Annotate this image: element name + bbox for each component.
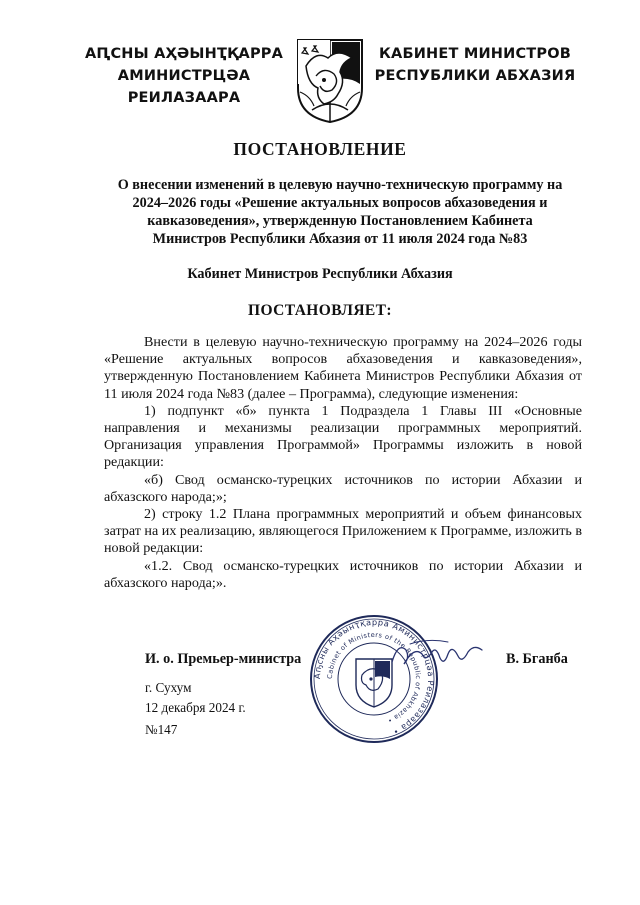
document-body xyxy=(104,334,582,592)
signatory-position: И. о. Премьер-министра xyxy=(145,651,302,667)
header-right-russian xyxy=(370,43,580,87)
body-paragraph: 2) строку 1.2 Плана программных мероприятий и объем финансовых затрат на их реализацию, являющегося Приложением к Программе, изложить в новой редакции: xyxy=(104,506,582,557)
decree-word: ПОСТАНОВЛЯЕТ: xyxy=(248,302,392,319)
issuer-line: Кабинет Министров Республики Абхазия xyxy=(187,266,453,282)
body-paragraph: «б) Свод османско-турецких источников по истории Абхазии и абхазского народа;»; xyxy=(104,471,582,505)
abkhazia-coat-of-arms-icon xyxy=(294,36,366,124)
issue-date: 12 декабря 2024 г. xyxy=(145,700,246,715)
document-number: №147 xyxy=(145,722,178,737)
header-left-line2: АМИНИСТРЦӘА РЕИЛАЗААРА xyxy=(117,68,251,106)
body-paragraph: 1) подпункт «б» пункта 1 Подраздела 1 Главы III «Основные направления и механизмы реализации программных мероприятий. Организация управления Программой» Программы изложить в новой редакции: xyxy=(104,402,582,471)
signatory-name: В. Бганба xyxy=(506,651,568,667)
svg-text:Cabinet of Ministers of the Re: Cabinet of Ministers of the Republic of Abkhazia • xyxy=(325,630,423,725)
header-left-line1: АԤСНЫ АҲӘЫНҬҚАРРА xyxy=(84,46,284,62)
header-right-line1: КАБИНЕТ МИНИСТРОВ xyxy=(378,46,571,62)
svg-text:Аҧсны Аҳәынҭқарра Аминистрцәа: Аҧсны Аҳәынҭқарра Аминистрцәа Реилазаара • xyxy=(311,616,437,738)
official-round-seal-icon xyxy=(308,613,440,745)
document-title: ПОСТАНОВЛЕНИЕ xyxy=(233,139,407,159)
issue-city: г. Сухум xyxy=(145,680,192,695)
header-right-line2: РЕСПУБЛИКИ АБХАЗИЯ xyxy=(374,68,576,84)
document-subject: О внесении изменений в целевую научно-техническую программу на 2024–2026 годы «Решение актуальных вопросов абхазоведения и кавказоведения», утвержденную Постановлением Кабинета Министров Республики Абхазия от 11 июля 2024 года №83 xyxy=(117,177,563,247)
body-paragraph: Внести в целевую научно-техническую программу на 2024–2026 годы «Решение актуальных вопросов абхазоведения и кавказоведения», утвержденную Постановлением Кабинета Министров Республики Абхазия от 11 июля 2024 года №83 (далее – Программа), следующие изменения: xyxy=(104,334,582,402)
handwritten-signature-icon xyxy=(388,636,486,672)
body-paragraph: «1.2. Свод османско-турецких источников по истории Абхазии и абхазского народа;». xyxy=(104,557,582,591)
header-left-abkhaz xyxy=(78,43,290,109)
